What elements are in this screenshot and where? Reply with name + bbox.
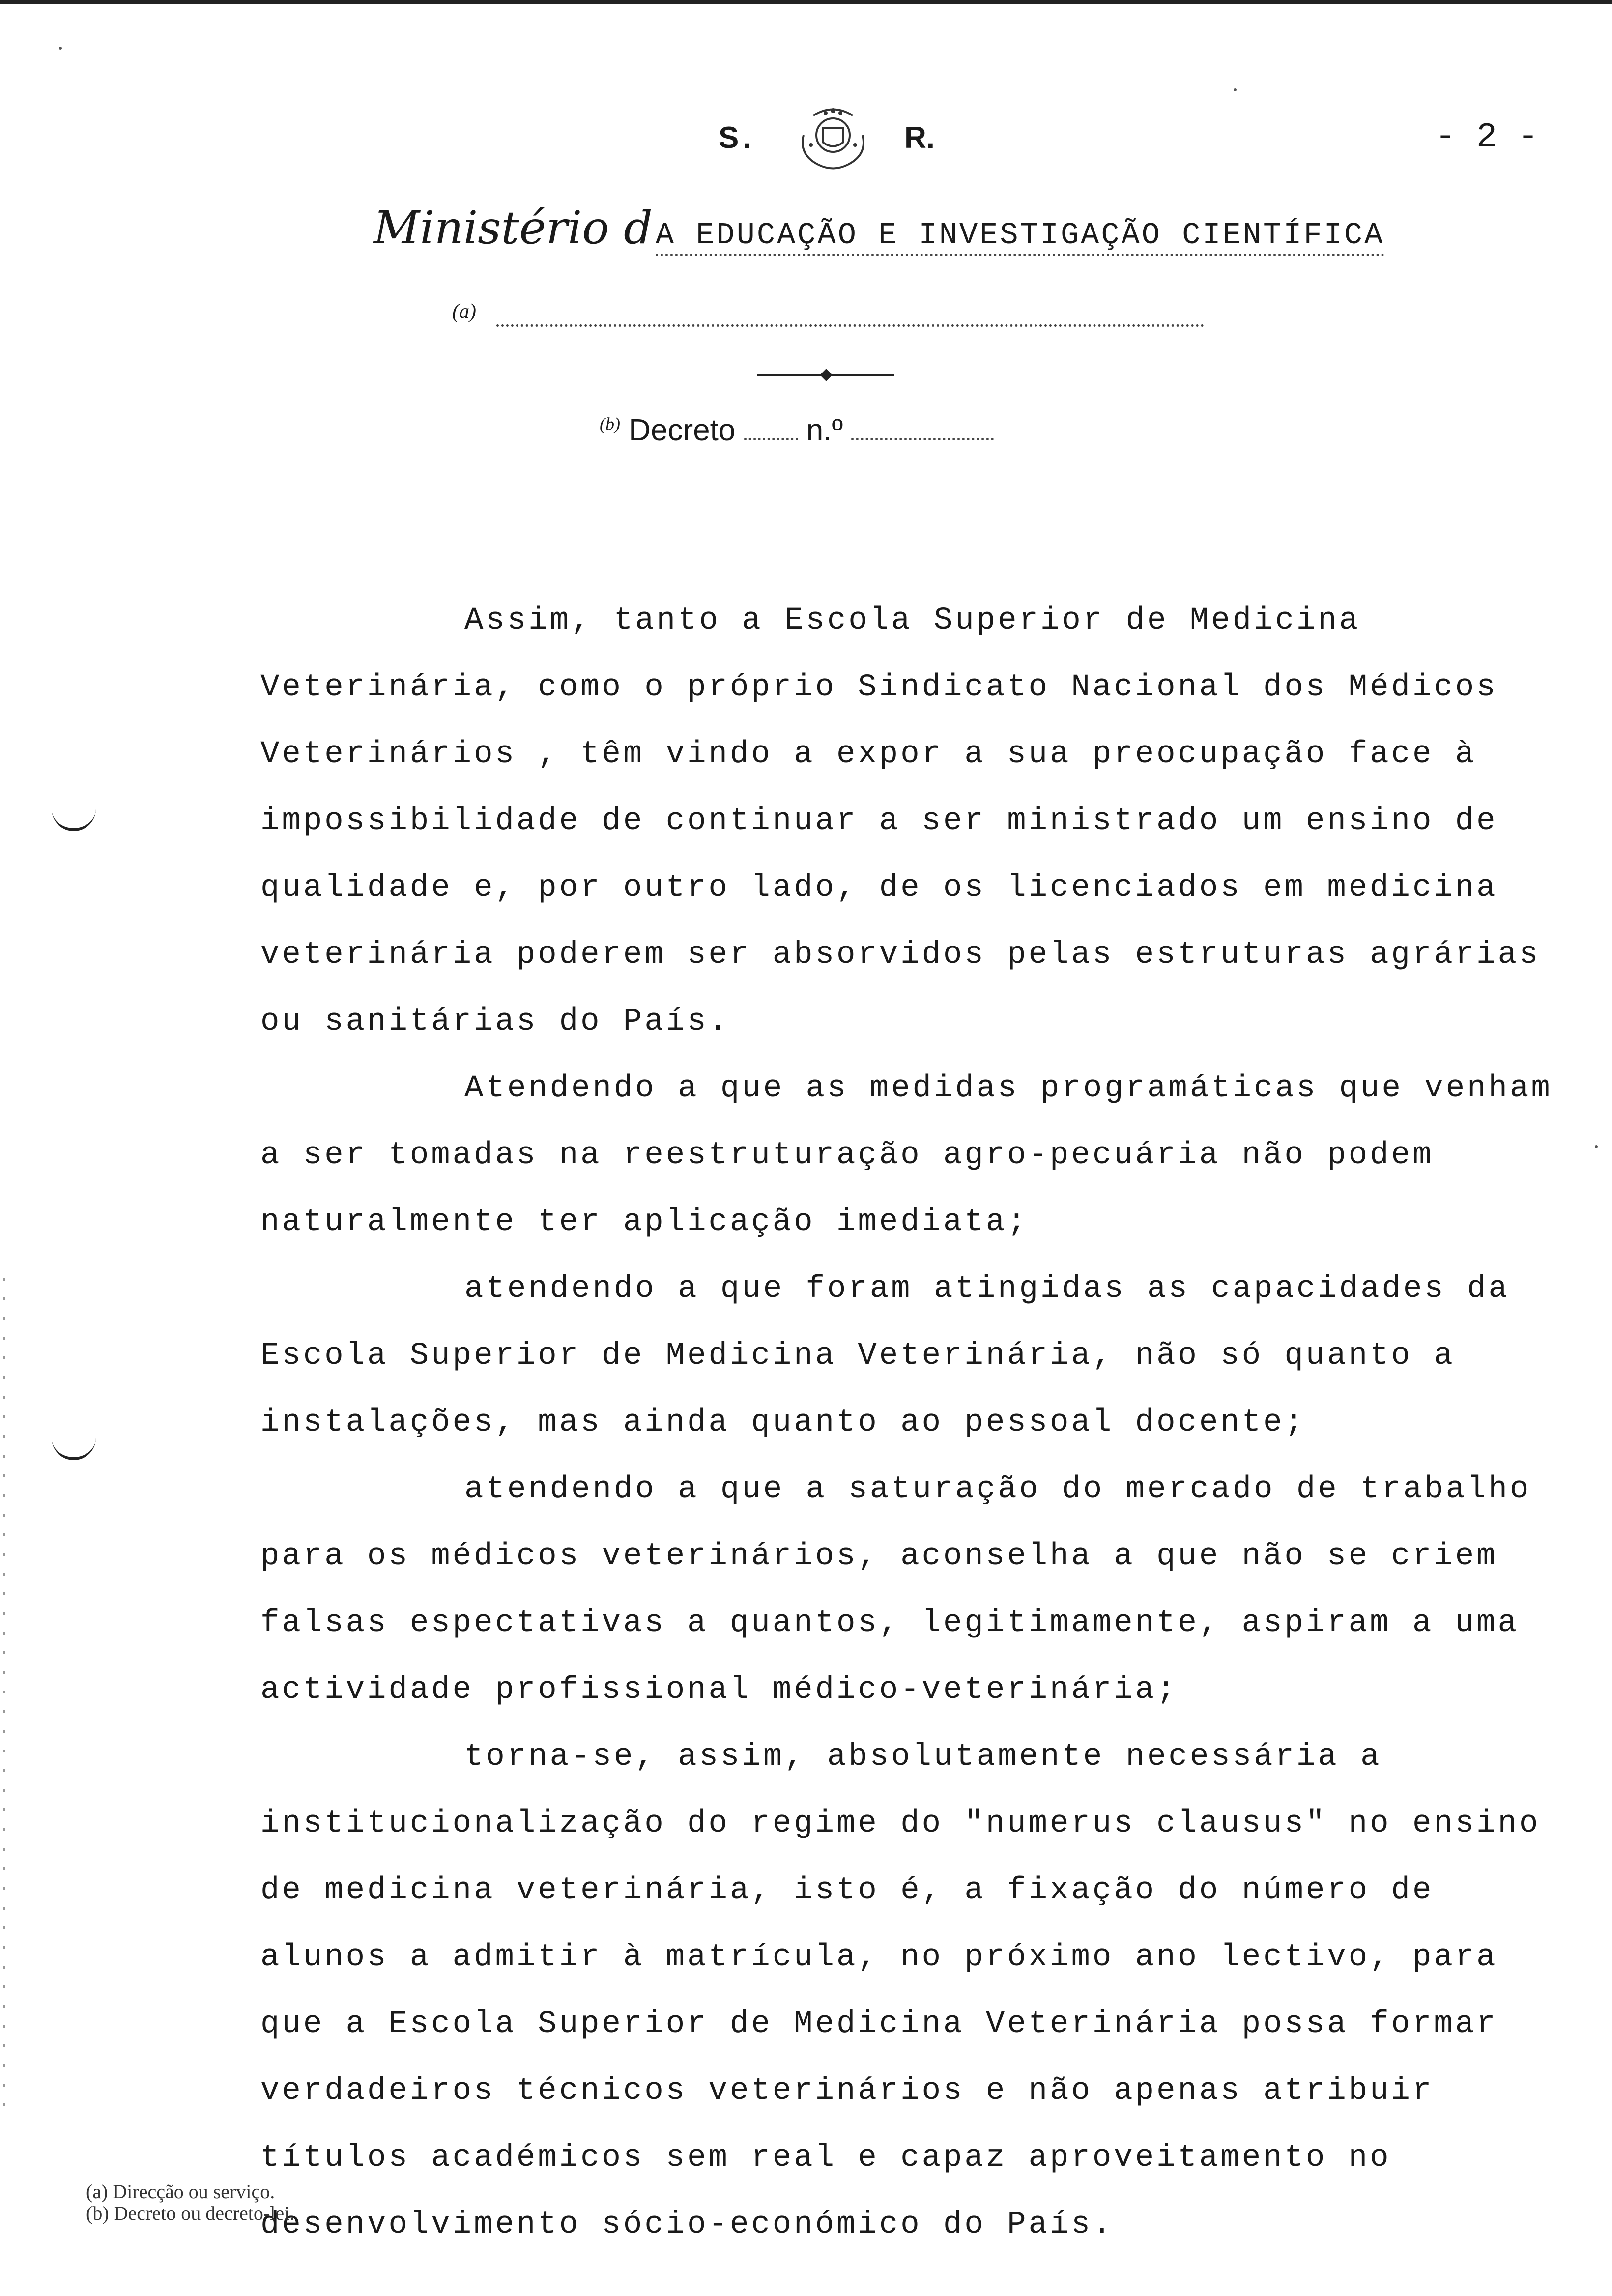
seal-left-letter: S. xyxy=(719,121,755,155)
scan-speck xyxy=(1595,1145,1598,1148)
ministry-lead: Ministério d xyxy=(374,201,653,254)
scan-edge-marks xyxy=(3,1278,5,2113)
ministry-department: A EDUCAÇÃO E INVESTIGAÇÃO CIENTÍFICA xyxy=(656,218,1384,256)
page-number: - 2 - xyxy=(1435,118,1539,157)
margin-punch-mark xyxy=(52,806,96,831)
seal-right-letter: R. xyxy=(904,121,935,155)
ministry-title xyxy=(374,201,1384,260)
paragraph: Atendendo a que as medidas programáticas que venham a ser tomadas na reestruturação agro-pecuária não podem naturalmente ter aplicação imediata; xyxy=(260,1071,1553,1240)
decree-number-label: n.º xyxy=(806,413,843,447)
direction-fill-line xyxy=(496,324,1204,327)
margin-punch-mark xyxy=(52,1435,96,1460)
decree-number-fill xyxy=(851,438,994,440)
divider-ornament xyxy=(820,369,832,381)
decree-line xyxy=(600,413,994,448)
footnote-b: (b) Decreto ou decreto-lei. xyxy=(86,2202,295,2224)
footnote-a: (a) Direcção ou serviço. xyxy=(86,2181,275,2203)
coat-of-arms-icon xyxy=(784,101,882,174)
seal-row xyxy=(0,101,1612,165)
paragraph: Assim, tanto a Escola Superior de Medicina Veterinária, como o próprio Sindicato Nacional dos Médicos Veterinários , têm vindo a expor a sua preocupação face à impossibilidade de continuar a ser ministrado um ensino de qualidade e, por outro lado, de os licenciados em medicina veterinária poderem ser absorvidos pelas estruturas agrárias ou sanitárias do País. xyxy=(260,603,1541,1039)
decree-body xyxy=(260,587,1558,2258)
direction-marker: (a) xyxy=(452,300,476,323)
footnotes xyxy=(86,2181,294,2224)
top-border xyxy=(0,0,1612,4)
scan-speck xyxy=(1234,88,1237,91)
decree-type-fill xyxy=(744,438,798,440)
decree-marker: (b) xyxy=(600,414,620,434)
paragraph: atendendo a que foram atingidas as capacidades da Escola Superior de Medicina Veterinária, não só quanto a instalações, mas ainda quanto ao pessoal docente; xyxy=(260,1271,1510,1440)
paragraph: atendendo a que a saturação do mercado de trabalho para os médicos veterinários, aconselha a que não se criem falsas espectativas a quantos, legitimamente, aspiram a uma actividade profissional médico-veterinária; xyxy=(260,1472,1531,1708)
paragraph: torna-se, assim, absolutamente necessária a institucionalização do regime do "numerus clausus" no ensino de medicina veterinária, isto é, a fixação do número de alunos a admitir à matrícula, no próximo ano lectivo, para que a Escola Superior de Medicina Veterinária possa formar verdadeiros técnicos veterinários e não apenas atribuir títulos académicos sem real e capaz aproveitamento no desenvolvimento sócio-económico do País. xyxy=(260,1739,1541,2242)
scan-speck xyxy=(59,47,62,50)
decree-label: Decreto xyxy=(629,413,736,447)
